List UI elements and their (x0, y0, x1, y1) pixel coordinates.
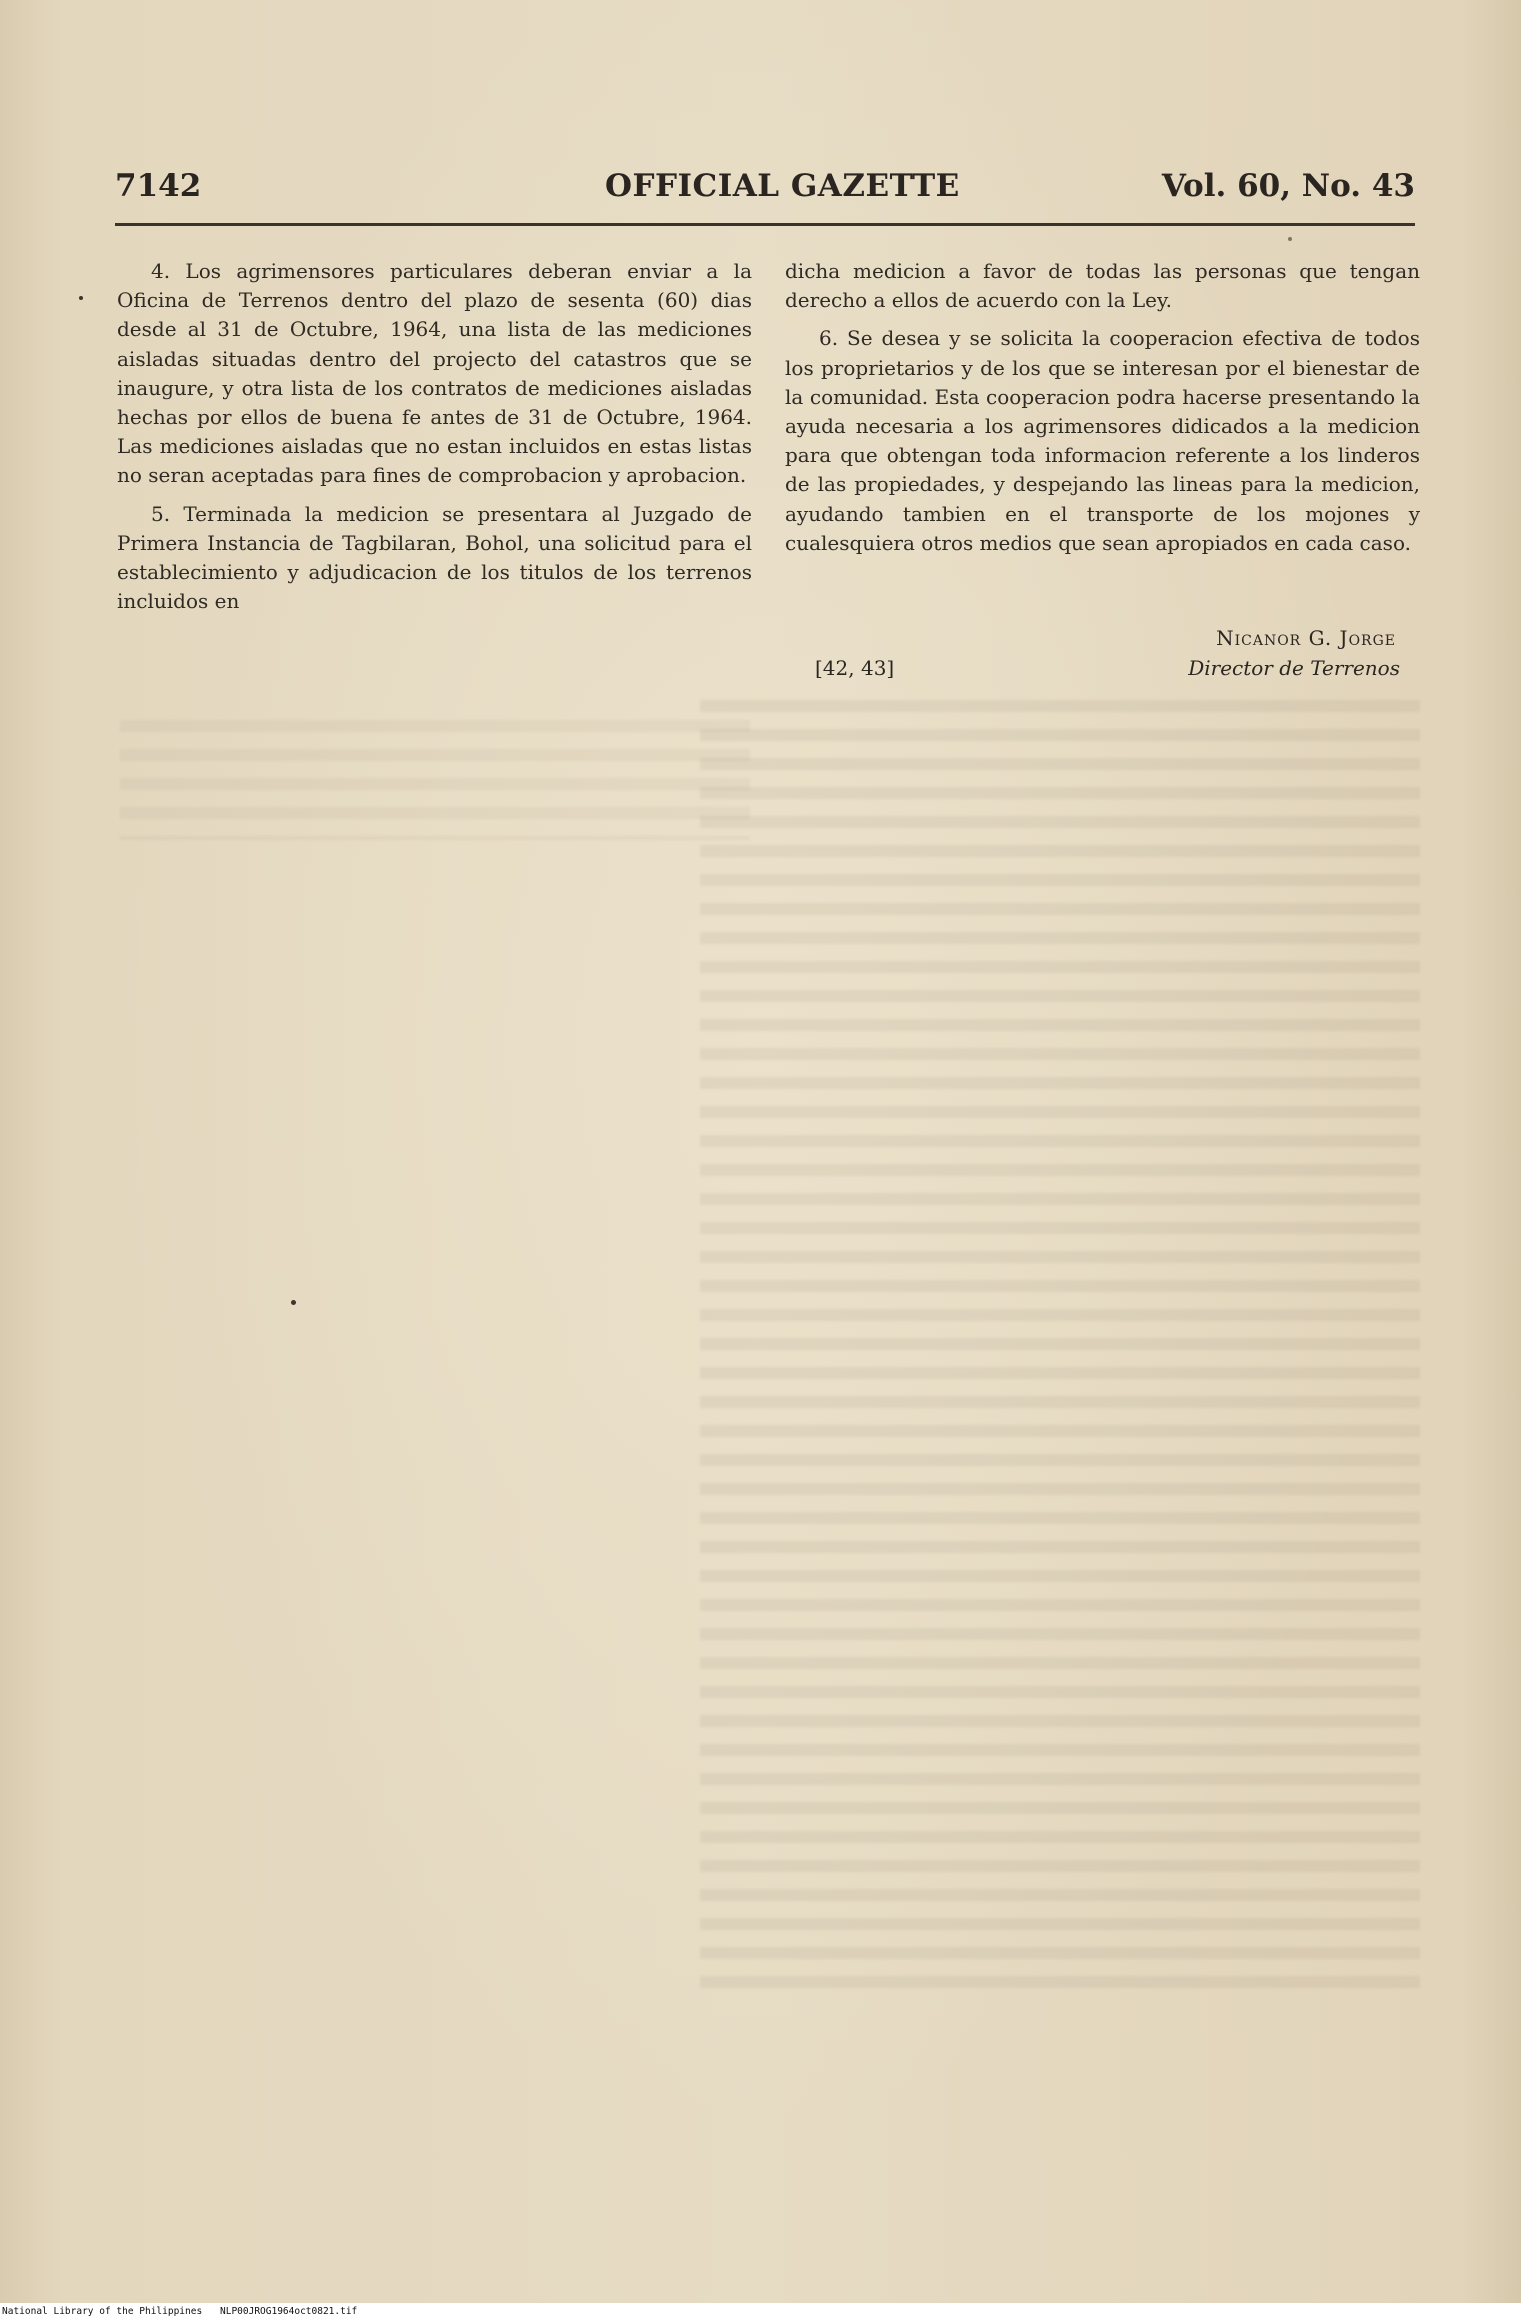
ink-speck (291, 1300, 296, 1305)
ink-speck (79, 296, 83, 300)
left-column (117, 257, 752, 625)
volume-number: Vol. 60, No. 43 (1161, 168, 1415, 204)
library-credit: National Library of the Philippines (2, 2306, 203, 2317)
gazette-title: OFFICIAL GAZETTE (605, 168, 960, 204)
paragraph-6: 6. Se desea y se solicita la cooperacion efectiva de todos los proprietarios y de los que se interesan por el bienestar de la comunidad. Esta cooperacion podra hacerse presentando la ayuda necesaria a los agrimensores didicados a la medicion para que obtengan toda informacion referente a los linderos de las propiedades, y despejando las lineas para la medicion, ayudando tambien en el transporte de los mojones y cualesquiera otros medios que sean apropiados en cada caso. (785, 326, 1420, 555)
show-through-text-right (700, 700, 1420, 2000)
paragraph-4: 4. Los agrimensores particulares deberan enviar a la Oficina de Terrenos dentro del plazo de sesenta (60) dias desde al 31 de Octubre, 1964, una lista de las mediciones aisladas situadas dentro del projecto del catastros que se inaugure, y otra lista de los contratos de mediciones aisladas hechas por ellos de buena fe antes de 31 de Octubre, 1964. Las mediciones aisladas que no estan incluidos en estas listas no seran aceptadas para fines de comprobacion y aprobacion. (117, 259, 752, 488)
signatory-title: Director de Terrenos (1188, 656, 1400, 680)
paragraph-5: 5. Terminada la medicion se presentara al Juzgado de Primera Instancia de Tagbilaran, Bohol, una solicitud para el establecimiento y adjudicacion de los titulos de los terrenos incluidos en (117, 501, 752, 614)
page-number: 7142 (115, 168, 202, 204)
scan-filename: NLP00JROG1964oct0821.tif (220, 2306, 358, 2317)
paragraph-5-continued: dicha medicion a favor de todas las personas que tengan derecho a ellos de acuerdo con la Ley. (785, 259, 1420, 313)
issue-reference: [42, 43] (815, 656, 895, 680)
right-column (785, 257, 1420, 567)
header-rule (115, 223, 1415, 226)
show-through-text-left (120, 720, 750, 840)
page-header (115, 168, 1415, 218)
scan-footer (0, 2303, 1521, 2321)
ink-speck (1288, 237, 1292, 241)
signatory-name: Nicanor G. Jorge (1216, 626, 1396, 650)
